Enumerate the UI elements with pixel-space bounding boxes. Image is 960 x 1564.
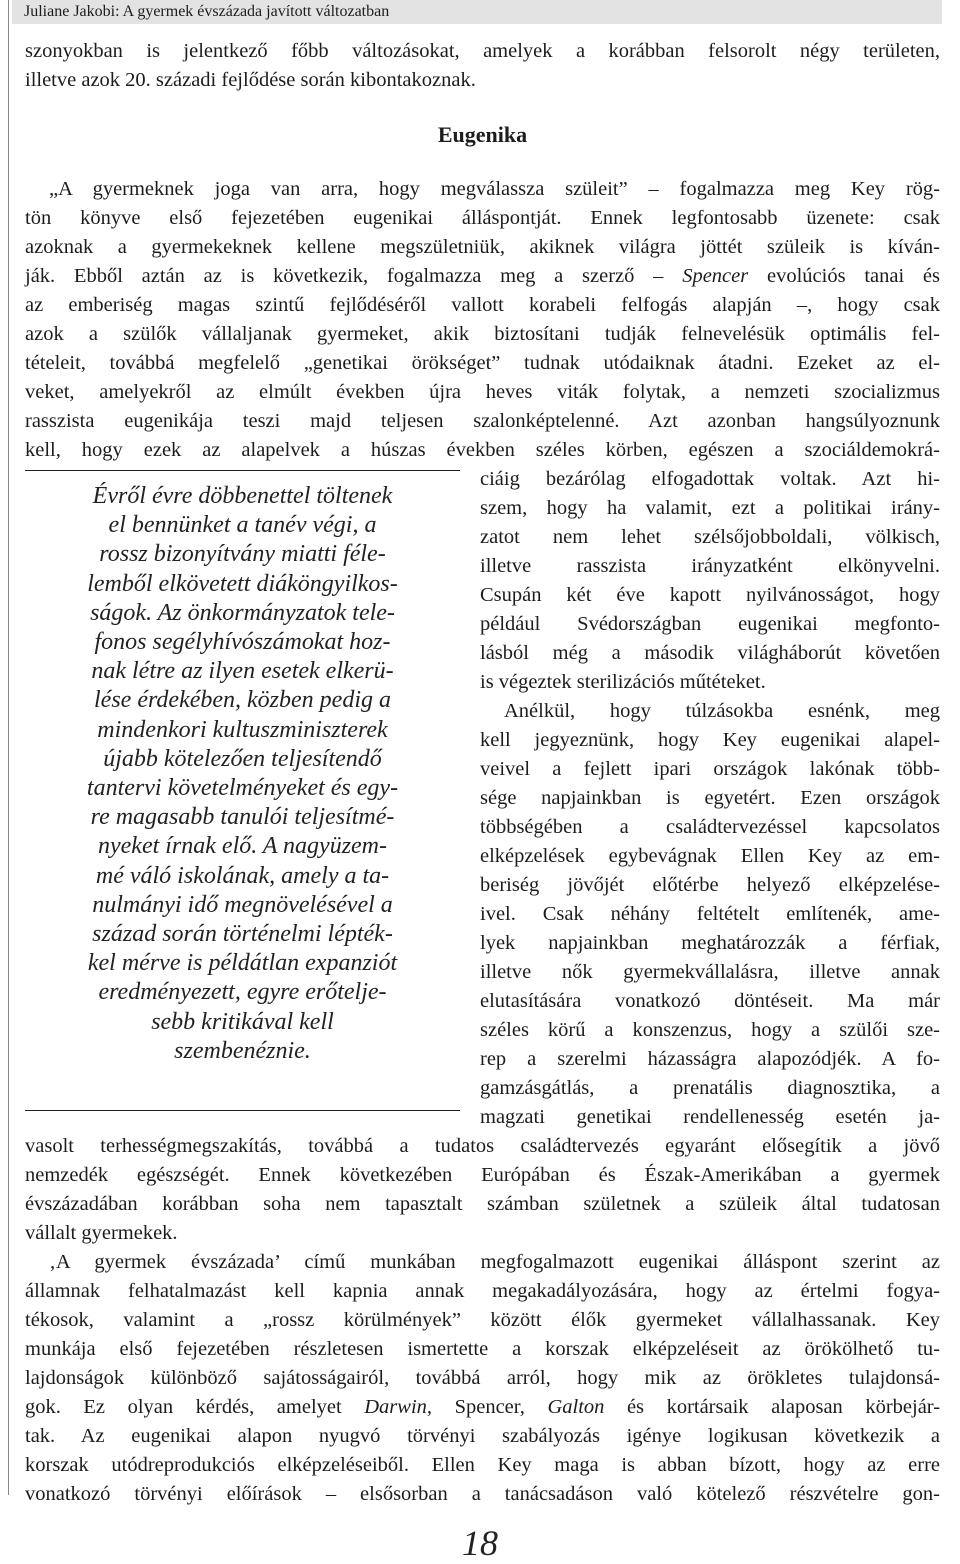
body-line: tön könyve első fejezetében eugenikai álláspontját. Ennek legfontosabb üzenete: csak xyxy=(25,207,940,229)
pull-quote-line: mindenkori kultuszminiszterek xyxy=(97,716,388,743)
column-line: gamzásgátlás, a prenatális diagnosztika, a xyxy=(480,1077,940,1099)
body-line: ‚A gyermek évszázada’ című munkában megfogalmazott eugenikai álláspont szerint az xyxy=(49,1251,940,1273)
pull-quote-line: mé váló iskolának, amely a ta- xyxy=(95,862,390,889)
pull-quote-line: nak létre az ilyen esetek elkerü- xyxy=(91,658,394,685)
column-line: széles körű a konszenzus, hogy a szülői sze- xyxy=(480,1019,940,1041)
body-line: az emberiség magas szintű fejlődéséről vallott korabeli felfogás alapján –, hogy csak xyxy=(25,294,940,316)
body-line: munkája első fejezetében részletesen ismertette a korszak elképzeléseit az örökölhető tu- xyxy=(25,1338,940,1360)
body-line: vállalt gyermekek. xyxy=(25,1222,178,1244)
body-line: lajdonságok különböző sajátosságairól, továbbá arról, hogy mik az örökletes tulajdonsá- xyxy=(25,1367,940,1389)
body-line-spencer xyxy=(25,265,940,288)
body-text: evolúciós tanai és xyxy=(766,265,940,287)
column-line: veivel a fejlett ipari országok lakónak több- xyxy=(480,758,940,780)
body-line: veket, amelyekről az elmúlt években újra heves viták folytak, a nemzeti szocializmus xyxy=(25,381,940,403)
pull-quote-line: nyeket írnak elő. A nagyüzem- xyxy=(97,833,388,860)
pull-quote-line: el bennünket a tanév végi, a xyxy=(108,512,377,539)
pull-quote-line: szembenéznie. xyxy=(174,1037,311,1064)
pull-quote-rule-bottom xyxy=(25,1110,460,1111)
pull-quote-rule-top xyxy=(25,470,460,471)
column-line: beriség jövőjét előtérbe helyező elképzelése- xyxy=(480,874,940,896)
column-line: például Svédországban eugenikai megfonto- xyxy=(480,613,940,635)
pull-quote-line: tantervi követelményeket és egy- xyxy=(86,775,399,802)
body-line: tékosok, valamint a „rossz körülmények” között élők gyermeket vállalhassanak. Key xyxy=(25,1309,940,1331)
pull-quote xyxy=(25,482,460,1066)
column-line: illetve nők gyermekvállalásra, illetve annak xyxy=(480,961,940,983)
body-line: azok a szülők vállaljanak gyermeket, akik biztosítani tudják felnevelésük optimális fel- xyxy=(25,323,940,345)
column-line: sége napjainkban is egyetért. Ezen országok xyxy=(480,787,940,809)
body-line: rasszista eugenikája teszi majd teljesen szalonképtelenné. Azt azonban hangsúlyoznunk xyxy=(25,410,940,432)
name-galton: Galton xyxy=(547,1396,605,1418)
column-line: ivel. Csak néhány feltételt említenék, ame- xyxy=(480,903,940,925)
pull-quote-line: eredményezett, egyre erőtelje- xyxy=(98,979,387,1006)
body-line: államnak felhatalmazást kell kapnia annak megakadályozására, hogy az értelmi fogya- xyxy=(25,1280,940,1302)
body-line: korszak utódreprodukciós elképzeléseiből. Ellen Key maga is abban bízott, hogy az erre xyxy=(25,1454,940,1476)
column-line: lásból még a második világháborút követően xyxy=(480,642,940,664)
body-line: tételeit, továbbá megfelelő „genetikai örökséget” tudnak utódaiknak átadni. Ezeket az el- xyxy=(25,352,940,374)
body-line: kell, hogy ezek az alapelvek a húszas években széles körben, egészen a szociáldemokrá- xyxy=(25,439,940,461)
body-text: és kortársaik alaposan körbejár- xyxy=(626,1396,941,1418)
body-line: szonyokban is jelentkező főbb változásokat, amelyek a korábban felsorolt négy területen, xyxy=(25,40,940,62)
pull-quote-line: rossz bizonyítvány miatti féle- xyxy=(99,541,386,568)
name-darwin: Darwin, xyxy=(364,1396,433,1418)
column-line: többségében a családtervezéssel kapcsolatos xyxy=(480,816,940,838)
column-line: kell jegyeznünk, hogy Key eugenikai alapel- xyxy=(480,729,940,751)
section-heading: Eugenika xyxy=(437,122,528,147)
body-line: vonatkozó törvényi előírások – elsősorban a tanácsadáson való kötelező részvételre gon- xyxy=(25,1483,940,1505)
pull-quote-line: kel mérve is példátlan expanziót xyxy=(87,950,398,977)
pull-quote-line: ságok. Az önkormányzatok tele- xyxy=(90,599,395,626)
pull-quote-line: újabb kötelezően teljesítendő xyxy=(103,745,382,772)
page-number: 18 xyxy=(462,1523,498,1563)
column-line: ciáig bezárólag elfogadottak voltak. Azt hi- xyxy=(480,468,940,490)
column-line: zatot nem lehet szélsőjobboldali, völkisch, xyxy=(480,526,940,548)
running-title: Juliane Jakobi: A gyermek évszázada javított változatban xyxy=(24,3,390,20)
pull-quote-line: fonos segélyhívószámokat hoz- xyxy=(94,629,391,656)
pull-quote-line: lemből elkövetett diáköngyilkos- xyxy=(87,570,398,597)
body-line-names xyxy=(25,1396,940,1419)
pull-quote-line: re magasabb tanulói teljesítmé- xyxy=(90,804,395,831)
body-line: tak. Az eugenikai alapon nyugvó törvényi szabályozás igénye logikusan következik a xyxy=(25,1425,940,1447)
body-line: „A gyermeknek joga van arra, hogy megválassza szüleit” – fogalmazza meg Key rög- xyxy=(49,178,940,200)
column-line: Anélkül, hogy túlzásokba esnénk, meg xyxy=(504,700,940,722)
body-line: vasolt terhességmegszakítás, továbbá a tudatos családtervezés egyaránt elősegítik a jövő xyxy=(25,1135,940,1157)
column-line: rep a szerelmi házasságra alapozódjék. A fo- xyxy=(480,1048,940,1070)
body-text: Spencer, xyxy=(454,1396,525,1418)
column-line: szem, hogy ha valamit, ezt a politikai irány- xyxy=(480,497,940,519)
column-line: magzati genetikai rendellenesség esetén ja- xyxy=(480,1106,940,1128)
body-text: gok. Ez olyan kérdés, amelyet xyxy=(25,1396,342,1418)
column-line: elképzelések egybevágnak Ellen Key az em- xyxy=(480,845,940,867)
pull-quote-line: nulmányi idő megnövelésével a xyxy=(92,891,393,918)
margin-rule xyxy=(8,0,9,1495)
column-line: elutasítására vonatkozó döntéseit. Ma már xyxy=(480,990,940,1012)
body-line: nemzedék egészségét. Ennek következében Európában és Észak-Amerikában a gyermek xyxy=(25,1164,940,1186)
name-spencer: Spencer xyxy=(682,265,749,287)
column-line: is végeztek sterilizációs műtéteket. xyxy=(480,671,766,693)
body-line: évszázadában korábban soha nem tapasztalt számban születnek a szüleik által tudatosan xyxy=(25,1193,940,1215)
column-line: lyek napjainkban meghatározzák a férfiak, xyxy=(480,932,940,954)
pull-quote-line: sebb kritikával kell xyxy=(151,1008,334,1035)
column-line: Csupán két éve kapott nyilvánosságot, hogy xyxy=(480,584,940,606)
running-header xyxy=(12,0,942,24)
pull-quote-line: Évről évre döbbenettel töltenek xyxy=(92,483,393,509)
pull-quote-line: lése érdekében, közben pedig a xyxy=(94,687,391,714)
column-line: illetve rasszista irányzatként elkönyvelni. xyxy=(480,555,940,577)
body-line: illetve azok 20. századi fejlődése során kibontakoznak. xyxy=(25,69,476,91)
body-line: azoknak a gyermekeknek kellene megszületniük, akiknek világra jöttét szüleik is kíván- xyxy=(25,236,940,258)
body-text: ják. Ebből aztán az is következik, fogalmazza meg a szerző – xyxy=(25,265,664,287)
pull-quote-line: század során történelmi lépték- xyxy=(92,921,393,948)
